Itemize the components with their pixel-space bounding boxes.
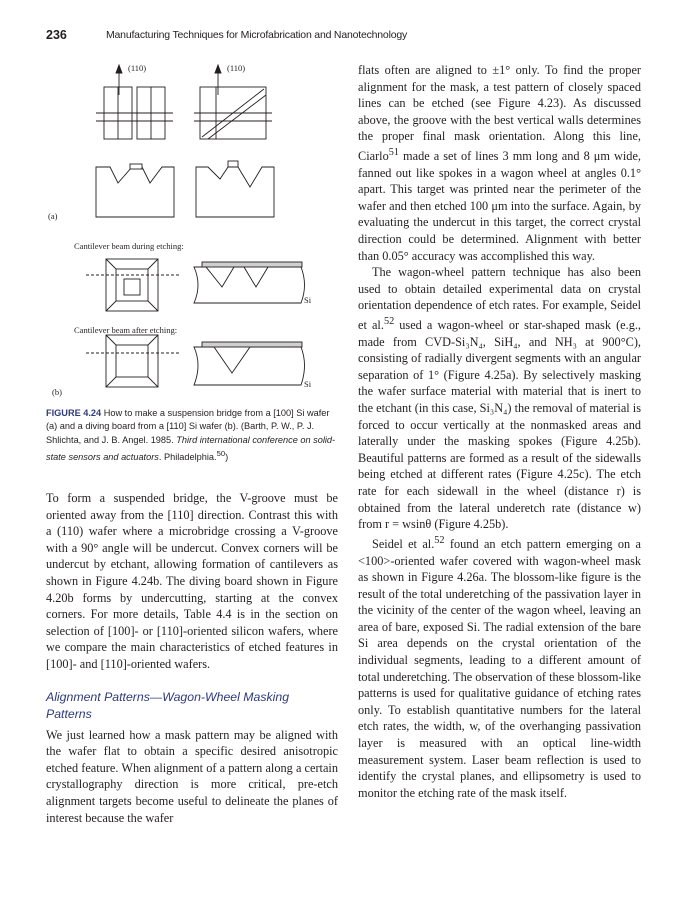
arrow-head-left — [116, 65, 122, 73]
caption-text-3: ) — [225, 452, 229, 463]
right-p2-reference: 52 — [383, 316, 395, 327]
running-header — [46, 28, 666, 48]
right-p3-text-b: found an etch pattern emerging on a <100>-oriented wafer covered with wagon-wheel mask as shown in Figure 4.26a. The blossom-like figure is the result of the total underetching of the passivation layer in the vicinity of the center of the wagon wheel, leaving an area of bare, exposed Si. The radial extension of the bare Si area depends on the crystal orientation of the individual segments, leading to a different amount of total underetching. The observation of these blossom-like patterns is used for qualitative guidance of etching rates only. To establish quantitative numbers for the lateral etch rates, the width, w, of the overhanging passivation layer is measured with an optical line-width measurement system. Laser beam reflection is used to identify the crystal planes, and ellipsometry is used to monitor the etching rate of the mask itself. — [358, 536, 641, 800]
caption-figure-number: FIGURE 4.24 — [46, 408, 102, 418]
running-title: Manufacturing Techniques for Microfabrication and Nanotechnology — [106, 29, 408, 41]
left-paragraph-1: To form a suspended bridge, the V-groove must be oriented away from the [110] direction. Contrast this with a (110) wafer where a microbridge crossing a V-groove with a 90° angle will be undercut. Convex corners will be undercut by etchant, allowing formation of cantilevers as shown in Figure 4.24b. The diving board shown in Figure 4.20b forms by undercutting, starting at the convex corners. For more details, Table 4.4 is in the section on selection of [100]- or [110]-oriented silicon wafers, where we compare the main characteristics of etched features in [100]- and [110]-oriented wafers. — [46, 491, 338, 671]
right-p2-text-a: The wagon-wheel pattern technique has also been used to obtain detailed experimental data on crystal orientation dependence of etch rates. For example, Seidel et al. — [358, 265, 641, 333]
right-paragraph-1 — [358, 62, 641, 264]
caption-italic-title: Third international conference on solid-state sensors and actuators — [46, 434, 336, 463]
top-view-right — [194, 87, 272, 139]
arrow-head-right — [215, 65, 221, 73]
figure-drawing — [46, 55, 346, 405]
page-number: 236 — [46, 28, 67, 42]
right-p1-text-b: made a set of lines 3 mm long and 8 μm wide, fanned out like spokes in a wagon wheel at angles 0.1° apart. This target was printed near the perimeter of the wafer and then etched 100 μm into the surface. Again, by evaluating the undercut in this target, the correct crystal direction could be determined. Alignment with better than 0.05° accuracy was accomplished this way. — [358, 149, 641, 263]
panel-a-label: (a) — [48, 211, 58, 221]
right-paragraph-2 — [358, 264, 641, 533]
right-p2-text-b: used a wagon-wheel or star-shaped mask (e.g., made from CVD-Si₃N₄, SiH₄, and NH₃ at 900°C), consisting of radially divergent segments with an angular separation of 1° (Figure 4.25a). By selectively masking the wafer surface material with material that is inert to the etchant (in this case, Si₃N₄) the removal of material is forced to occur vertically at the nonmasked areas and laterally under the masking spokes (Figure 4.25b). Beautiful patterns are formed as a result of the sidewalls being etched at different rates (Figure 4.25c). The etch rate for each sidewall in the wheel (distance r) is obtained from the lateral underetch rate (distance w) from r = wsinθ (Figure 4.25b). — [358, 318, 641, 532]
cross-section-right — [196, 167, 274, 217]
during-etching-label: Cantilever beam during etching: — [74, 241, 184, 251]
left-column — [46, 490, 338, 826]
right-column — [358, 62, 641, 801]
after-etch-cross-section — [194, 347, 305, 385]
top-view-left — [96, 87, 173, 139]
si-label-1: Si — [304, 295, 312, 305]
right-p1-reference: 51 — [388, 146, 399, 158]
right-p1-text-a: flats often are aligned to ±1° only. To find the proper alignment for the mask, a test pattern of closely spaced lines can be etched (see Figure 4.23). As discussed above, the groove with the best vertical walls determines the proper final mask orientation. Along this line, Ciarlo — [358, 63, 641, 164]
during-etch-top-view — [86, 259, 181, 311]
right-p3-reference: 52 — [434, 534, 445, 546]
label-110-left: (110) — [128, 63, 147, 73]
section-heading: Alignment Patterns—Wagon-Wheel Masking Patterns — [46, 689, 290, 721]
caption-reference: 50 — [216, 449, 226, 459]
panel-b-label: (b) — [52, 387, 62, 397]
after-etching-label: Cantilever beam after etching: — [74, 325, 178, 335]
right-paragraph-3 — [358, 533, 641, 802]
during-etch-cross-section — [194, 267, 305, 303]
label-110-right: (110) — [227, 63, 246, 73]
si-label-2: Si — [304, 379, 312, 389]
figure-caption — [46, 407, 336, 465]
caption-text-1: How to make a suspension bridge from a [100] Si wafer (a) and a diving board from a [110] Si wafer (b). (Barth, P. W., P. J. Shlichta, and J. B. Angel. 1985. — [46, 408, 330, 445]
caption-text-2: . Philadelphia. — [158, 452, 217, 463]
right-p3-text-a: Seidel et al. — [372, 536, 435, 551]
left-paragraph-2: We just learned how a mask pattern may be aligned with the wafer flat to obtain a specific desired anisotropic etched feature. When alignment of a pattern along a certain crystallography direction is more critical, pre-etch alignment targets become useful to delineate the planes of interest because the wafer — [46, 727, 338, 825]
after-etch-top-view — [86, 335, 181, 387]
cross-section-left — [96, 167, 174, 217]
